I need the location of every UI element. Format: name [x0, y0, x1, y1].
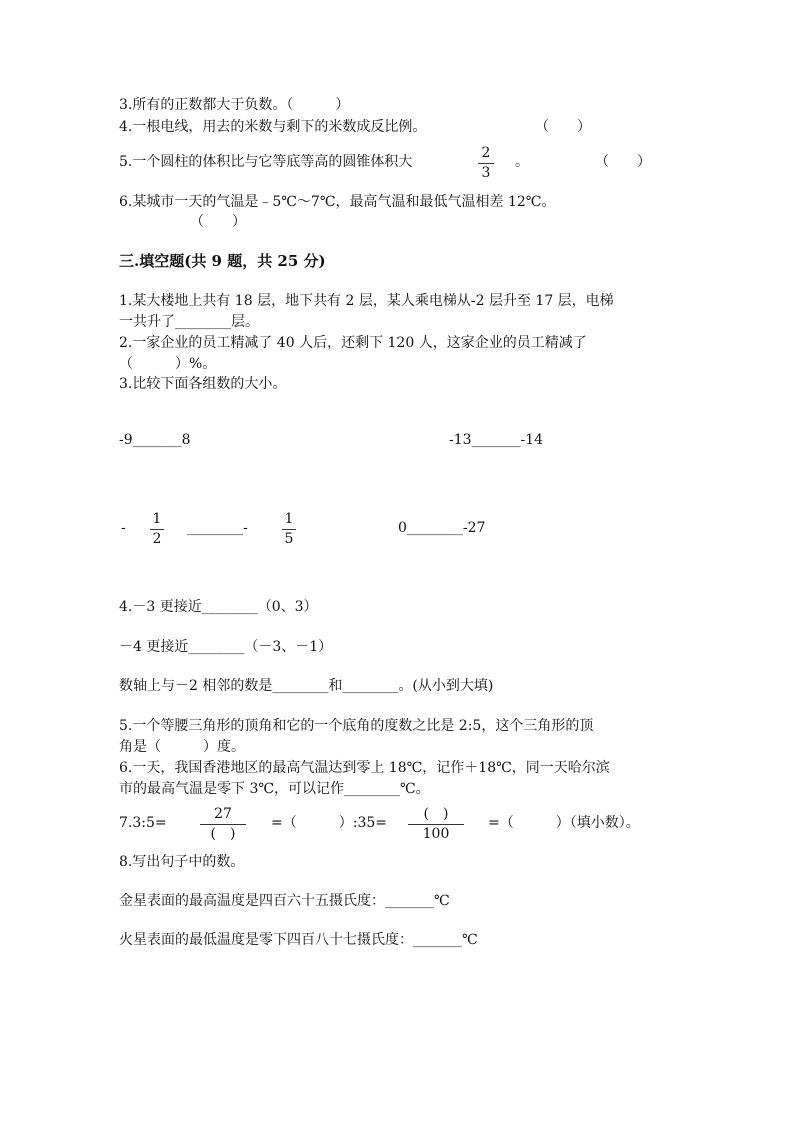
fraction-bar — [282, 529, 296, 530]
judge-q6-paren: （ ） — [190, 214, 246, 230]
compare-3-fraction-2 — [282, 511, 296, 548]
fill-q4-line2: －4 更接近________（－3、－1） — [119, 639, 333, 655]
compare-4: 0________-27 — [398, 520, 486, 536]
fill-q6-line1: 6.一天，我国香港地区的最高气温达到零上 18℃，记作＋18℃，同一天哈尔滨 — [119, 760, 610, 776]
fill-q2-line1: 2.一家企业的员工精减了 40 人后，还剩下 120 人，这家企业的员工精减了 — [119, 335, 587, 351]
fill-q8-line1: 金星表面的最高温度是四百六十五摄氏度：_______℃ — [119, 893, 450, 909]
fill-q4-line3: 数轴上与－2 相邻的数是________和________。(从小到大填) — [119, 678, 494, 694]
compare-2: -13_______-14 — [449, 432, 544, 448]
fill-q1-line1: 1.某大楼地上共有 18 层，地下共有 2 层，某人乘电梯从-2 层升至 17 层，电梯 — [119, 293, 614, 309]
fill-q8-text: 8.写出句子中的数。 — [119, 854, 245, 870]
judge-q4-paren: （ ） — [535, 119, 591, 135]
fill-q8-line2: 火星表面的最低温度是零下四百八十七摄氏度：_______℃ — [119, 932, 478, 948]
judge-q4-text: 4.一根电线，用去的米数与剩下的米数成反比例。 — [119, 119, 427, 135]
fill-q7-middle: =（ ）:35= — [271, 815, 387, 831]
fill-q5-line2: 角是（ ）度。 — [119, 739, 245, 755]
fill-q7-fraction-2 — [408, 806, 464, 843]
fill-q7-lead: 7.3:5= — [119, 815, 167, 831]
fraction-numerator: 1 — [284, 511, 294, 527]
fill-q5-line1: 5.一个等腰三角形的顶角和它的一个底角的度数之比是 2:5，这个三角形的顶 — [119, 718, 594, 734]
compare-1: -9_______8 — [119, 432, 191, 448]
compare-3-fraction-1 — [150, 511, 164, 548]
fraction-denominator: 2 — [152, 531, 162, 547]
fill-q1-line2: 一共升了________层。 — [119, 314, 259, 330]
judge-q5-text: 5.一个圆柱的体积比与它等底等高的圆锥体积大 — [119, 154, 413, 170]
fraction-denominator: 5 — [284, 531, 294, 547]
fraction-bar — [408, 824, 464, 825]
fraction-denominator: ( ) — [210, 826, 236, 842]
fraction-bar — [150, 529, 164, 530]
fraction-numerator: ( ) — [423, 806, 449, 822]
section-heading: 三.填空题(共 9 题，共 25 分) — [119, 252, 326, 270]
fraction-denominator: 100 — [422, 826, 450, 842]
fraction-numerator: 1 — [152, 511, 162, 527]
judge-q5-fraction — [478, 145, 494, 182]
compare-3-minus: - — [121, 520, 126, 536]
fraction-bar — [478, 163, 494, 164]
fraction-numerator: 2 — [481, 145, 491, 161]
judge-q5-period: 。 — [515, 154, 529, 170]
fill-q2-line2: （ ）%。 — [119, 356, 217, 372]
fraction-bar — [200, 824, 246, 825]
compare-3-blank: ________- — [187, 520, 248, 536]
fraction-denominator: 3 — [481, 165, 491, 181]
judge-q3: 3.所有的正数都大于负数。（ ） — [119, 97, 350, 113]
judge-q6-text: 6.某城市一天的气温是﹣5℃～7℃，最高气温和最低气温相差 12℃。 — [119, 194, 556, 210]
fill-q4-line1: 4.－3 更接近________（0、3） — [119, 599, 318, 615]
fill-q7-fraction-1 — [200, 806, 246, 843]
fraction-numerator: 27 — [214, 806, 232, 822]
fill-q3-text: 3.比较下面各组数的大小。 — [119, 376, 287, 392]
judge-q5-paren: （ ） — [595, 154, 651, 170]
fill-q6-line2: 市的最高气温是零下 3℃，可以记作________℃。 — [119, 781, 430, 797]
fill-q7-tail: =（ ）（填小数）。 — [488, 815, 640, 831]
